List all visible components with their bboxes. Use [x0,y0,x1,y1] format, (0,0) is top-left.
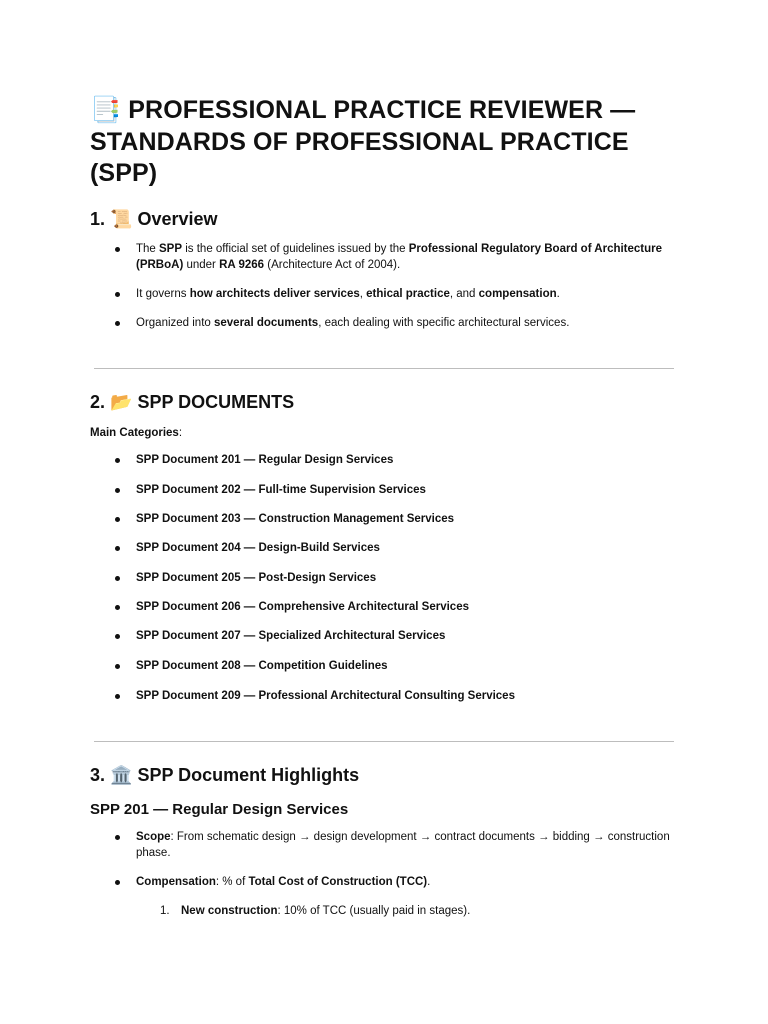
section-number: 2. [90,392,106,412]
list-item [136,875,676,891]
spp-document-item [136,541,676,557]
bullet-icon [115,880,120,885]
list-item-text: Organized into several documents, each dealing with specific architectural services. [136,317,570,329]
spp-document-label: SPP Document 203 — Construction Management Services [136,513,455,525]
spp-document-item [136,571,676,587]
numbered-item [160,904,681,920]
spp-document-item [136,483,676,499]
bullet-icon [115,835,120,840]
spp-document-label: SPP Document 208 — Competition Guidelines [136,660,388,672]
page-title-text: PROFESSIONAL PRACTICE REVIEWER — STANDARDS OF PROFESSIONAL PRACTICE (SPP) [90,96,636,187]
list-item [136,316,676,332]
categories-label: Main Categories: [90,427,183,439]
section-title: Overview [137,209,218,229]
bullet-icon [115,247,120,252]
list-item [136,830,676,861]
section-title: SPP DOCUMENTS [137,392,295,412]
list-item [136,287,676,303]
spp-document-item [136,629,676,645]
section-number: 1. [90,209,106,229]
section-2-heading [90,391,294,414]
spp-document-label: SPP Document 209 — Professional Architectural Consulting Services [136,690,515,702]
spp-document-label: SPP Document 204 — Design-Build Services [136,542,380,554]
list-item-text: Scope: From schematic design → design development → contract documents → bidding → construction phase. [136,831,670,859]
scroll-icon: 📜 [110,209,133,230]
bullet-icon [115,292,120,297]
spp-document-item [136,512,676,528]
section-title: SPP Document Highlights [137,765,360,785]
bookmark-tabs-icon: 📑 [90,95,122,124]
bullet-icon [115,546,120,551]
list-item-text: It governs how architects deliver services, ethical practice, and compensation. [136,288,560,300]
page-title [90,94,690,190]
spp-document-label: SPP Document 207 — Specialized Architectural Services [136,630,446,642]
classical-building-icon: 🏛️ [110,765,133,786]
item-number: 1. [160,905,170,917]
list-item [136,242,676,273]
section-1-heading [90,208,218,231]
spp-document-item [136,689,676,705]
spp-document-label: SPP Document 205 — Post-Design Services [136,572,377,584]
spp-document-label: SPP Document 202 — Full-time Supervision Services [136,484,426,496]
bullet-icon [115,517,120,522]
section-number: 3. [90,765,106,785]
spp-document-item [136,453,676,469]
bullet-icon [115,321,120,326]
divider [94,741,674,742]
numbered-item-text: New construction: 10% of TCC (usually paid in stages). [181,905,471,917]
subsection-heading: SPP 201 — Regular Design Services [90,801,349,818]
spp-document-item [136,659,676,675]
bullet-icon [115,664,120,669]
divider [94,368,674,369]
list-item-text: Compensation: % of Total Cost of Construction (TCC). [136,876,431,888]
bullet-icon [115,488,120,493]
bullet-icon [115,694,120,699]
open-folder-icon: 📂 [110,392,133,413]
bullet-icon [115,605,120,610]
list-item-text: The SPP is the official set of guidelines issued by the Professional Regulatory Board of Architecture (PRBoA) under RA 9266 (Architecture Act of 2004). [136,243,663,271]
spp-document-label: SPP Document 201 — Regular Design Services [136,454,394,466]
spp-document-label: SPP Document 206 — Comprehensive Architectural Services [136,601,469,613]
bullet-icon [115,458,120,463]
bullet-icon [115,634,120,639]
section-3-heading [90,764,359,787]
spp-document-item [136,600,676,616]
bullet-icon [115,576,120,581]
